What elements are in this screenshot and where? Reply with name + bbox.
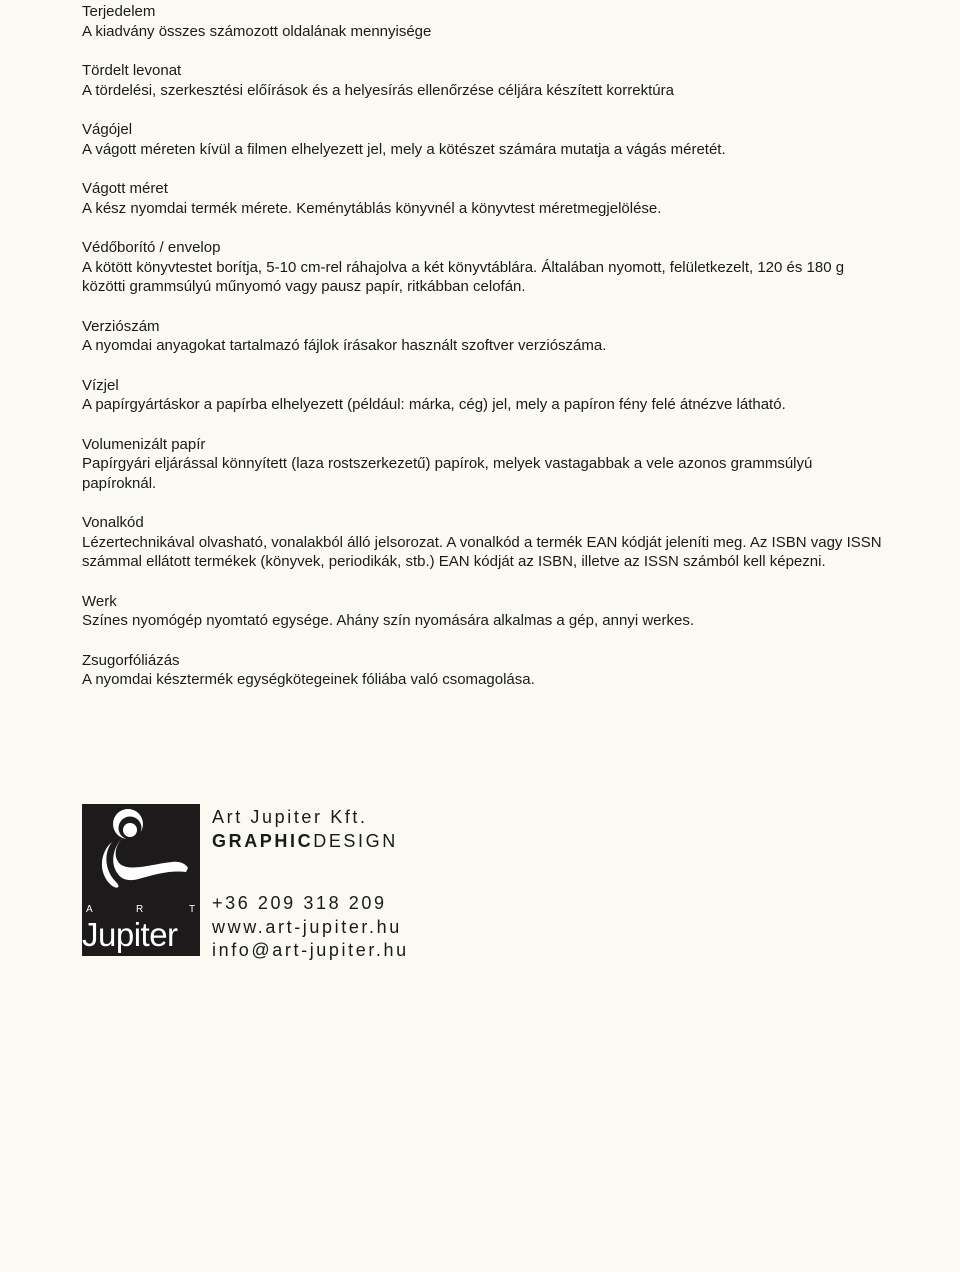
glossary-term: Verziószám (82, 317, 160, 335)
glossary-term: Werk (82, 592, 117, 610)
glossary-entry (82, 238, 882, 297)
glossary-definition: Színes nyomógép nyomtató egysége. Ahány szín nyomására alkalmas a gép, annyi werkes. (82, 612, 695, 629)
glossary-definition: A vágott méreten kívül a filmen elhelyezett jel, mely a kötészet számára mutatja a vágás méretét. (82, 140, 726, 158)
glossary-definition: A kész nyomdai termék mérete. Keménytáblás könyvnél a könyvtest méretmegjelölése. (82, 199, 662, 217)
glossary-definition: A nyomdai késztermék egységkötegeinek fóliába való csomagolása. (82, 671, 535, 688)
glossary-term: Vízjel (82, 376, 119, 394)
glossary-entry (82, 513, 882, 572)
glossary-term: Volumenizált papír (82, 435, 206, 453)
glossary-entry (82, 120, 882, 159)
glossary-entry (82, 435, 882, 494)
glossary-entry (82, 179, 882, 218)
logo-letter-a: A (86, 904, 93, 915)
glossary-entry (82, 2, 882, 41)
glossary-term: Vágójel (82, 121, 133, 138)
glossary-term: Terjedelem (82, 3, 156, 20)
company-name: Art Jupiter Kft. (212, 807, 368, 827)
logo-wordmark: Jupiter (82, 916, 178, 953)
logo-art-letters (82, 904, 200, 916)
tagline-regular: DESIGN (313, 831, 398, 851)
glossary-entry (82, 317, 882, 356)
company-block (212, 805, 398, 853)
glossary-entry (82, 376, 882, 415)
glossary-entry (82, 651, 882, 690)
contact-website: www.art-jupiter.hu (212, 916, 402, 937)
glossary-term: Vágott méret (82, 180, 168, 197)
glossary-term: Védőborító / envelop (82, 239, 221, 256)
glossary-definition: Papírgyári eljárással könnyített (laza rostszerkezetű) papírok, melyek vastagabbak a vele azonos grammsúlyú papíroknál. (82, 455, 813, 492)
glossary-entry (82, 61, 882, 100)
glossary-term: Zsugorfóliázás (82, 651, 180, 669)
contact-phone: +36 209 318 209 (212, 893, 387, 913)
logo-letter-t: T (189, 904, 196, 915)
contact-email: info@art-jupiter.hu (212, 940, 409, 960)
art-jupiter-logo (82, 804, 200, 956)
glossary-term: Tördelt levonat (82, 62, 182, 79)
company-tagline (212, 829, 398, 853)
glossary-definition: A kiadvány összes számozott oldalának mennyisége (82, 22, 432, 40)
contact-block (212, 892, 409, 963)
tagline-bold: GRAPHIC (212, 831, 314, 851)
jupiter-figure-icon (82, 804, 200, 904)
logo-letter-r: R (136, 904, 144, 915)
glossary-definition: Lézertechnikával olvasható, vonalakból álló jelsorozat. A vonalkód a termék EAN kódját jeleníti meg. Az ISBN vagy ISSN számmal ellátott termékek (könyvek, periodikák, stb.) EAN kódját az ISBN, illetve az ISSN számból kell képezni. (82, 533, 882, 570)
glossary-entry (82, 592, 882, 631)
glossary-definition: A papírgyártáskor a papírba elhelyezett (például: márka, cég) jel, mely a papíron fény felé átnézve látható. (82, 396, 786, 413)
glossary-definition: A kötött könyvtestet borítja, 5-10 cm-rel ráhajolva a két könyvtáblára. Általában nyomott, felületkezelt, 120 és 180 g közötti grammsúlyú műnyomó vagy pausz papír, ritkábban celofán. (82, 258, 845, 295)
glossary-list (82, 2, 882, 710)
glossary-definition: A nyomdai anyagokat tartalmazó fájlok írásakor használt szoftver verziószáma. (82, 337, 607, 354)
glossary-definition: A tördelési, szerkesztési előírások és a helyesírás ellenőrzése céljára készített korrektúra (82, 81, 674, 99)
glossary-term: Vonalkód (82, 514, 144, 531)
